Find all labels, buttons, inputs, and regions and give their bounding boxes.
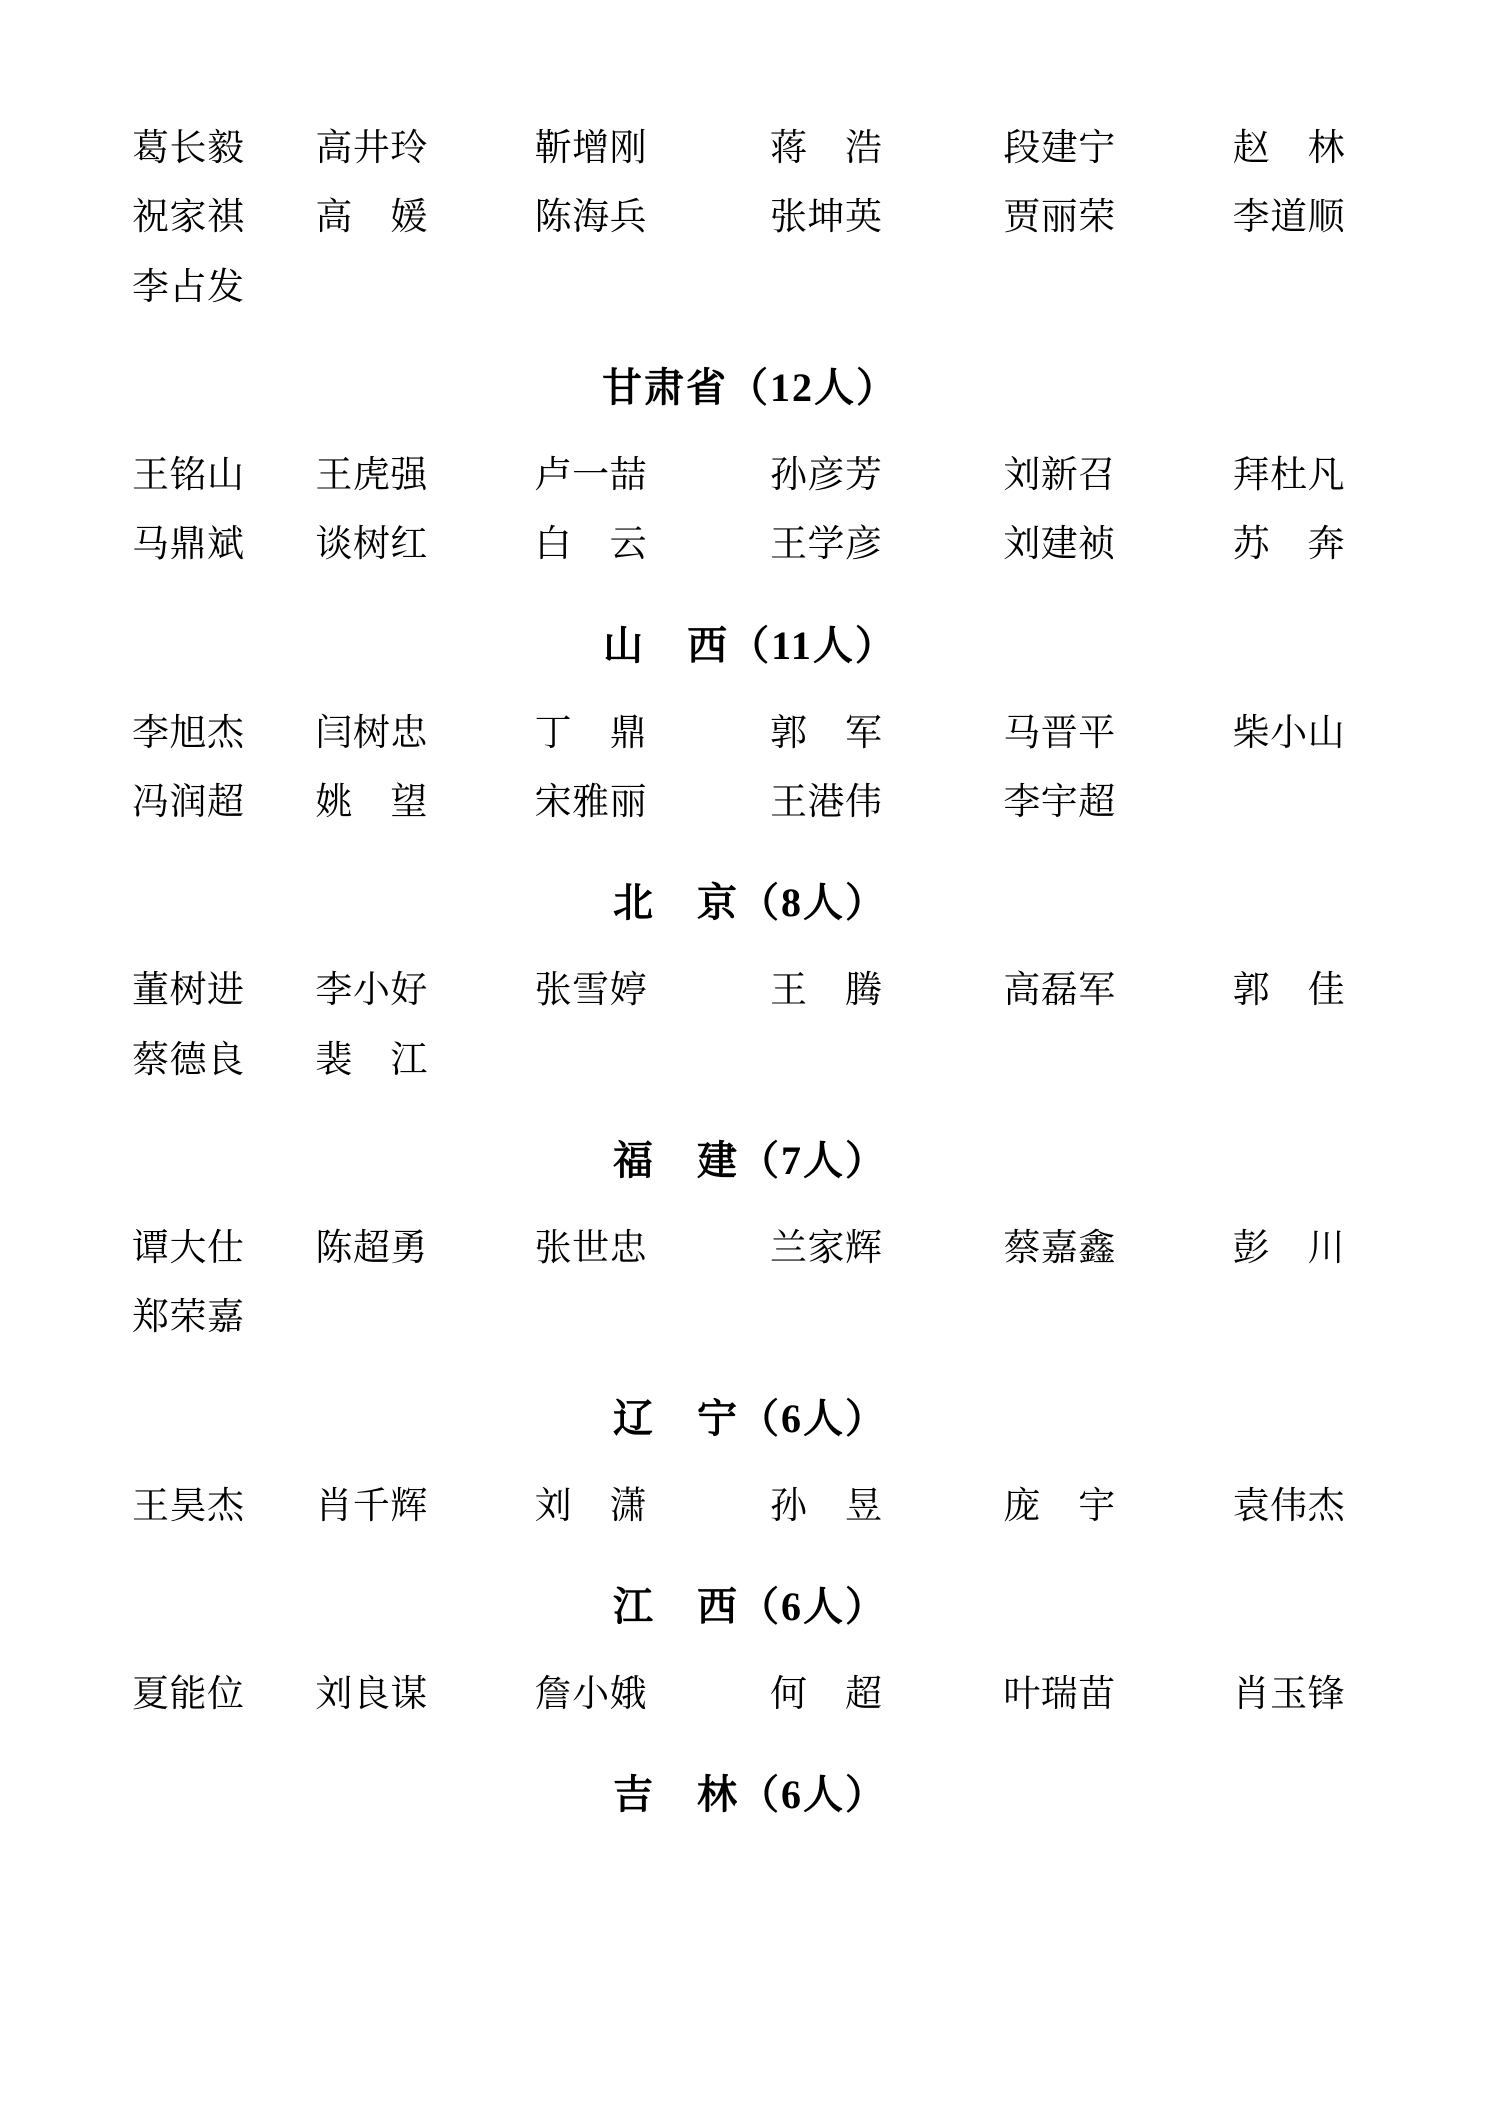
- person-name: 赵 林: [1232, 128, 1346, 169]
- person-name: 丁 鼎: [534, 712, 648, 754]
- name-list-block: [118, 120, 1382, 316]
- person-name: 李占发: [132, 266, 245, 308]
- person-name: 郭 军: [769, 712, 883, 754]
- province-person-count: （8人）: [739, 880, 887, 926]
- person-name: 谈树红: [315, 524, 428, 566]
- person-name: 肖千辉: [315, 1485, 428, 1527]
- person-name: [281, 259, 464, 316]
- name-row: [118, 259, 1382, 316]
- name-row: [118, 516, 1382, 573]
- person-name: 王铭山: [132, 455, 245, 497]
- person-name: 段建宁: [1003, 128, 1116, 169]
- name-row: [118, 705, 1382, 762]
- name-row: [118, 1289, 1382, 1346]
- name-list-block: [118, 1478, 1382, 1535]
- person-name: 李道顺: [1232, 197, 1346, 239]
- person-name: 宋雅丽: [534, 782, 648, 824]
- province-person-count: （11人）: [729, 622, 897, 668]
- person-name: 张坤英: [769, 197, 883, 239]
- province-name: 辽 宁: [613, 1395, 739, 1441]
- person-name: 贾丽荣: [1003, 197, 1116, 239]
- person-name: [465, 1289, 684, 1346]
- person-name: 刘建祯: [1003, 524, 1116, 566]
- name-row: [118, 1666, 1382, 1723]
- person-name: 陈超勇: [315, 1228, 428, 1270]
- name-row: [118, 1032, 1382, 1089]
- person-name: 李宇超: [1003, 782, 1116, 824]
- name-row: [118, 447, 1382, 504]
- name-row: [118, 1478, 1382, 1535]
- person-name: 王昊杰: [132, 1485, 245, 1527]
- person-name: 陈海兵: [534, 197, 648, 239]
- person-name: 王虎强: [315, 455, 428, 497]
- person-name: 葛长毅: [132, 128, 245, 169]
- name-row: [118, 1220, 1382, 1277]
- province-section-heading: [118, 871, 1382, 928]
- name-row: [118, 120, 1382, 177]
- person-name: 詹小娥: [534, 1674, 648, 1716]
- person-name: [684, 259, 919, 316]
- person-name: 苏 奔: [1232, 524, 1346, 566]
- person-name: 叶瑞苗: [1003, 1674, 1116, 1716]
- person-name: 姚 望: [315, 782, 428, 824]
- person-name: 谭大仕: [132, 1228, 245, 1270]
- person-name: 裴 江: [315, 1039, 428, 1081]
- person-name: [465, 259, 684, 316]
- name-row: [118, 189, 1382, 246]
- province-section-heading: [118, 1575, 1382, 1632]
- person-name: 郑荣嘉: [132, 1297, 245, 1339]
- person-name: [919, 1289, 1152, 1346]
- province-section-heading: [118, 356, 1382, 413]
- province-person-count: （12人）: [728, 365, 898, 411]
- person-name: 卢一喆: [534, 455, 648, 497]
- person-name: [1153, 1289, 1382, 1346]
- person-name: 李小好: [315, 970, 428, 1012]
- province-name: 甘肃省: [602, 365, 728, 411]
- person-name: 何 超: [769, 1674, 883, 1716]
- province-name: 北 京: [613, 880, 739, 926]
- person-name: 王学彦: [769, 524, 883, 566]
- person-name: 拜杜凡: [1232, 455, 1346, 497]
- roster-content: [118, 120, 1382, 1820]
- province-person-count: （7人）: [739, 1138, 887, 1184]
- person-name: [1153, 1032, 1382, 1089]
- person-name: 王港伟: [769, 782, 883, 824]
- person-name: 刘 潇: [534, 1485, 648, 1527]
- province-section-heading: [118, 1129, 1382, 1186]
- person-name: 马晋平: [1003, 712, 1116, 754]
- person-name: [919, 1032, 1152, 1089]
- person-name: 白 云: [534, 524, 648, 566]
- name-list-block: [118, 705, 1382, 832]
- province-name: 江 西: [613, 1584, 739, 1630]
- name-list-block: [118, 962, 1382, 1089]
- province-person-count: （6人）: [739, 1772, 887, 1818]
- person-name: 彭 川: [1232, 1228, 1346, 1270]
- person-name: 李旭杰: [132, 712, 245, 754]
- person-name: [919, 259, 1152, 316]
- province-section-heading: [118, 1387, 1382, 1444]
- person-name: 蔡德良: [132, 1039, 245, 1081]
- province-person-count: （6人）: [739, 1395, 887, 1441]
- province-section-heading: [118, 614, 1382, 671]
- person-name: [1153, 774, 1382, 831]
- person-name: 孙彦芳: [769, 455, 883, 497]
- name-row: [118, 774, 1382, 831]
- province-name: 福 建: [613, 1138, 739, 1184]
- person-name: 张世忠: [534, 1228, 648, 1270]
- person-name: 孙 昱: [769, 1485, 883, 1527]
- person-name: [684, 1289, 919, 1346]
- province-person-count: （6人）: [739, 1584, 887, 1630]
- person-name: 郭 佳: [1232, 970, 1346, 1012]
- person-name: 靳增刚: [534, 128, 648, 169]
- province-name: 吉 林: [613, 1772, 739, 1818]
- name-list-block: [118, 447, 1382, 574]
- person-name: 冯润超: [132, 782, 245, 824]
- person-name: 高井玲: [315, 128, 428, 169]
- person-name: 高 媛: [315, 197, 428, 239]
- person-name: 董树进: [132, 970, 245, 1012]
- person-name: [281, 1289, 464, 1346]
- person-name: 高磊军: [1003, 970, 1116, 1012]
- person-name: 蔡嘉鑫: [1003, 1228, 1116, 1270]
- province-name: 山 西: [603, 622, 730, 668]
- person-name: [684, 1032, 919, 1089]
- person-name: 祝家祺: [132, 197, 245, 239]
- person-name: 蒋 浩: [769, 128, 883, 169]
- person-name: 刘良谋: [315, 1674, 428, 1716]
- person-name: [1153, 259, 1382, 316]
- province-section-heading: [118, 1763, 1382, 1820]
- person-name: 庞 宇: [1003, 1485, 1116, 1527]
- person-name: 兰家辉: [769, 1228, 883, 1270]
- name-row: [118, 962, 1382, 1019]
- name-list-block: [118, 1220, 1382, 1347]
- person-name: 夏能位: [132, 1674, 245, 1716]
- person-name: 马鼎斌: [132, 524, 245, 566]
- person-name: 王 腾: [769, 970, 883, 1012]
- person-name: 张雪婷: [534, 970, 648, 1012]
- person-name: [465, 1032, 684, 1089]
- person-name: 柴小山: [1232, 712, 1346, 754]
- name-list-block: [118, 1666, 1382, 1723]
- person-name: 闫树忠: [315, 712, 428, 754]
- person-name: 刘新召: [1003, 455, 1116, 497]
- person-name: 肖玉锋: [1232, 1674, 1346, 1716]
- person-name: 袁伟杰: [1232, 1485, 1346, 1527]
